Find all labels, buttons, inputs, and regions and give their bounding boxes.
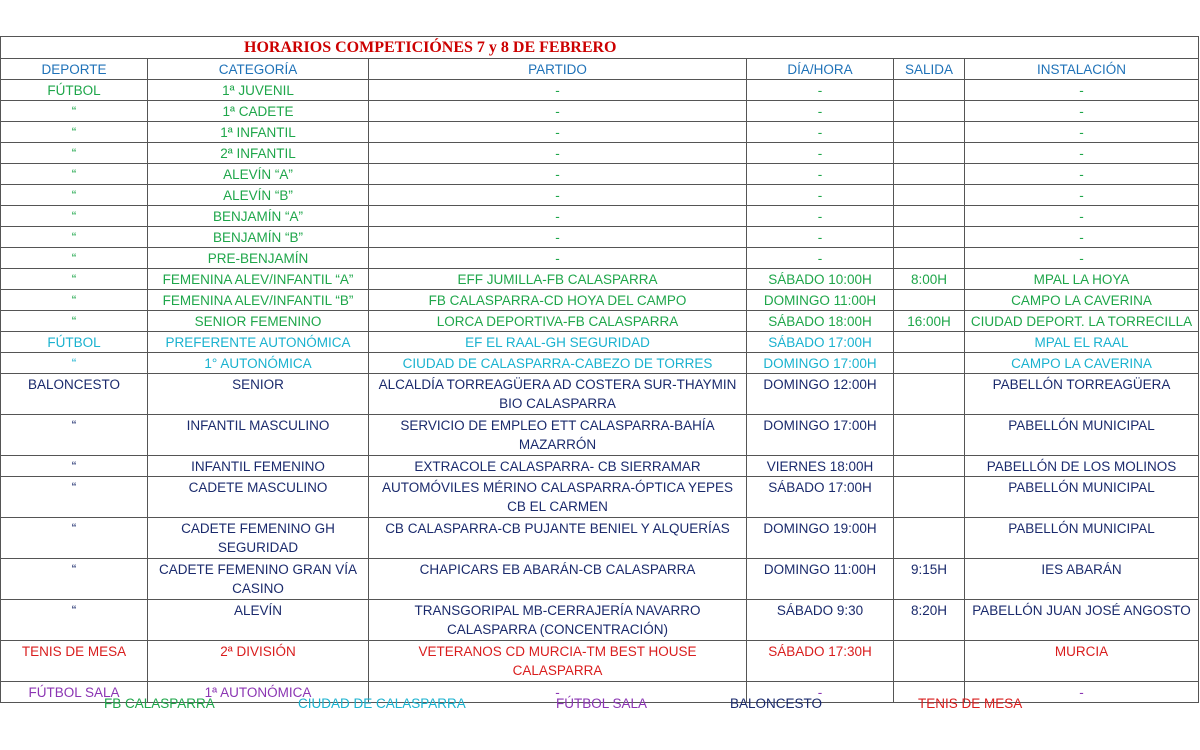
cell-instalacion: - — [965, 227, 1199, 248]
cell-dia-hora: DOMINGO 12:00H — [747, 374, 894, 415]
cell-categoria: ALEVÍN “B” — [148, 185, 369, 206]
table-row — [1, 248, 1199, 269]
header-categoria: CATEGORÍA — [148, 59, 369, 80]
cell-salida — [894, 206, 965, 227]
cell-partido: CB CALASPARRA-CB PUJANTE BENIEL Y ALQUERÍAS — [369, 518, 747, 559]
cell-instalacion: MPAL LA HOYA — [965, 269, 1199, 290]
table-row — [1, 290, 1199, 311]
cell-dia-hora: - — [747, 143, 894, 164]
table-row — [1, 415, 1199, 456]
cell-partido: EFF JUMILLA-FB CALASPARRA — [369, 269, 747, 290]
cell-salida — [894, 248, 965, 269]
legend-baloncesto: BALONCESTO — [730, 696, 823, 711]
cell-categoria: INFANTIL FEMENINO — [148, 456, 369, 477]
table-row — [1, 374, 1199, 415]
cell-instalacion: - — [965, 682, 1199, 703]
cell-categoria: CADETE FEMENINO GH SEGURIDAD — [148, 518, 369, 559]
cell-instalacion: PABELLÓN MUNICIPAL — [965, 518, 1199, 559]
cell-deporte: “ — [1, 248, 148, 269]
cell-partido: AUTOMÓVILES MÉRINO CALASPARRA-ÓPTICA YEPES CB EL CARMEN — [369, 477, 747, 518]
header-salida: SALIDA — [894, 59, 965, 80]
legend-ciudad-de-calasparra: CIUDAD DE CALASPARRA — [298, 696, 466, 711]
header-deporte: DEPORTE — [1, 59, 148, 80]
cell-categoria: ALEVÍN — [148, 600, 369, 641]
cell-salida — [894, 185, 965, 206]
cell-deporte: “ — [1, 353, 148, 374]
cell-instalacion: - — [965, 101, 1199, 122]
cell-deporte: BALONCESTO — [1, 374, 148, 415]
cell-categoria: ALEVÍN “A” — [148, 164, 369, 185]
cell-dia-hora: - — [747, 248, 894, 269]
table-row — [1, 600, 1199, 641]
cell-partido: LORCA DEPORTIVA-FB CALASPARRA — [369, 311, 747, 332]
cell-categoria: 2ª INFANTIL — [148, 143, 369, 164]
cell-partido: CHAPICARS EB ABARÁN-CB CALASPARRA — [369, 559, 747, 600]
cell-instalacion: PABELLÓN JUAN JOSÉ ANGOSTO — [965, 600, 1199, 641]
cell-instalacion: MPAL EL RAAL — [965, 332, 1199, 353]
cell-categoria: PRE-BENJAMÍN — [148, 248, 369, 269]
legend-fb-calasparra: FB CALASPARRA — [104, 696, 215, 711]
cell-partido: CIUDAD DE CALASPARRA-CABEZO DE TORRES — [369, 353, 747, 374]
table-row — [1, 559, 1199, 600]
cell-categoria: FEMENINA ALEV/INFANTIL “B” — [148, 290, 369, 311]
cell-instalacion: PABELLÓN MUNICIPAL — [965, 477, 1199, 518]
cell-partido: - — [369, 248, 747, 269]
cell-deporte: FÚTBOL — [1, 80, 148, 101]
cell-dia-hora: DOMINGO 11:00H — [747, 290, 894, 311]
cell-deporte: FÚTBOL SALA — [1, 682, 148, 703]
table-row — [1, 332, 1199, 353]
cell-salida — [894, 290, 965, 311]
cell-categoria: BENJAMÍN “B” — [148, 227, 369, 248]
cell-instalacion: - — [965, 206, 1199, 227]
cell-deporte: “ — [1, 269, 148, 290]
cell-deporte: “ — [1, 311, 148, 332]
cell-categoria: SENIOR — [148, 374, 369, 415]
cell-partido: EF EL RAAL-GH SEGURIDAD — [369, 332, 747, 353]
cell-categoria: 2ª DIVISIÓN — [148, 641, 369, 682]
cell-deporte: “ — [1, 290, 148, 311]
cell-deporte: “ — [1, 456, 148, 477]
cell-salida — [894, 227, 965, 248]
cell-salida — [894, 415, 965, 456]
cell-dia-hora: - — [747, 122, 894, 143]
cell-salida: 9:15H — [894, 559, 965, 600]
cell-instalacion: PABELLÓN DE LOS MOLINOS — [965, 456, 1199, 477]
cell-salida — [894, 353, 965, 374]
cell-partido: - — [369, 227, 747, 248]
cell-categoria: 1° AUTONÓMICA — [148, 353, 369, 374]
table-row — [1, 185, 1199, 206]
cell-dia-hora: - — [747, 227, 894, 248]
cell-dia-hora: SÁBADO 10:00H — [747, 269, 894, 290]
table-row — [1, 269, 1199, 290]
cell-dia-hora: - — [747, 164, 894, 185]
cell-instalacion: - — [965, 80, 1199, 101]
cell-categoria: CADETE FEMENINO GRAN VÍA CASINO — [148, 559, 369, 600]
cell-salida — [894, 456, 965, 477]
cell-categoria: 1ª JUVENIL — [148, 80, 369, 101]
cell-partido: - — [369, 206, 747, 227]
cell-salida — [894, 143, 965, 164]
table-row — [1, 477, 1199, 518]
cell-deporte: “ — [1, 185, 148, 206]
cell-categoria: INFANTIL MASCULINO — [148, 415, 369, 456]
cell-salida: 8:20H — [894, 600, 965, 641]
table-row — [1, 122, 1199, 143]
cell-deporte: “ — [1, 101, 148, 122]
cell-instalacion: - — [965, 248, 1199, 269]
cell-instalacion: IES ABARÁN — [965, 559, 1199, 600]
cell-instalacion: - — [965, 143, 1199, 164]
cell-salida: 8:00H — [894, 269, 965, 290]
cell-dia-hora: - — [747, 185, 894, 206]
table-row — [1, 518, 1199, 559]
cell-dia-hora: SÁBADO 17:00H — [747, 332, 894, 353]
cell-dia-hora: SÁBADO 17:30H — [747, 641, 894, 682]
cell-categoria: 1ª CADETE — [148, 101, 369, 122]
cell-dia-hora: DOMINGO 11:00H — [747, 559, 894, 600]
cell-partido: TRANSGORIPAL MB-CERRAJERÍA NAVARRO CALASPARRA (CONCENTRACIÓN) — [369, 600, 747, 641]
cell-categoria: CADETE MASCULINO — [148, 477, 369, 518]
cell-dia-hora: - — [747, 682, 894, 703]
cell-salida — [894, 101, 965, 122]
cell-categoria: FEMENINA ALEV/INFANTIL “A” — [148, 269, 369, 290]
cell-salida — [894, 374, 965, 415]
cell-salida — [894, 164, 965, 185]
cell-partido: ALCALDÍA TORREAGÜERA AD COSTERA SUR-THAYMIN BIO CALASPARRA — [369, 374, 747, 415]
table-row — [1, 143, 1199, 164]
cell-instalacion: PABELLÓN MUNICIPAL — [965, 415, 1199, 456]
schedule-table — [0, 36, 1199, 703]
cell-dia-hora: SÁBADO 18:00H — [747, 311, 894, 332]
cell-instalacion: - — [965, 185, 1199, 206]
cell-dia-hora: - — [747, 206, 894, 227]
cell-categoria: SENIOR FEMENINO — [148, 311, 369, 332]
cell-dia-hora: - — [747, 80, 894, 101]
cell-partido: - — [369, 682, 747, 703]
color-legend — [0, 694, 1200, 714]
cell-salida — [894, 518, 965, 559]
table-row — [1, 164, 1199, 185]
cell-partido: FB CALASPARRA-CD HOYA DEL CAMPO — [369, 290, 747, 311]
cell-dia-hora: DOMINGO 17:00H — [747, 415, 894, 456]
table-row — [1, 456, 1199, 477]
cell-dia-hora: SÁBADO 17:00H — [747, 477, 894, 518]
legend-tenis-de-mesa: TENIS DE MESA — [918, 696, 1023, 711]
cell-deporte: “ — [1, 143, 148, 164]
cell-deporte: “ — [1, 206, 148, 227]
cell-dia-hora: - — [747, 101, 894, 122]
cell-categoria: 1ª INFANTIL — [148, 122, 369, 143]
table-row — [1, 227, 1199, 248]
cell-salida — [894, 641, 965, 682]
cell-categoria: 1ª AUTONÓMICA — [148, 682, 369, 703]
cell-partido: - — [369, 185, 747, 206]
cell-deporte: FÚTBOL — [1, 332, 148, 353]
cell-instalacion: CAMPO LA CAVERINA — [965, 290, 1199, 311]
table-row — [1, 101, 1199, 122]
cell-deporte: “ — [1, 122, 148, 143]
table-row — [1, 353, 1199, 374]
cell-salida — [894, 477, 965, 518]
cell-partido: - — [369, 80, 747, 101]
cell-dia-hora: DOMINGO 19:00H — [747, 518, 894, 559]
table-row — [1, 80, 1199, 101]
cell-salida — [894, 122, 965, 143]
header-partido: PARTIDO — [369, 59, 747, 80]
cell-deporte: TENIS DE MESA — [1, 641, 148, 682]
cell-partido: - — [369, 143, 747, 164]
cell-salida — [894, 80, 965, 101]
header-dia-hora: DÍA/HORA — [747, 59, 894, 80]
cell-dia-hora: VIERNES 18:00H — [747, 456, 894, 477]
cell-instalacion: MURCIA — [965, 641, 1199, 682]
cell-instalacion: - — [965, 122, 1199, 143]
cell-partido: VETERANOS CD MURCIA-TM BEST HOUSE CALASPARRA — [369, 641, 747, 682]
cell-deporte: “ — [1, 164, 148, 185]
cell-partido: SERVICIO DE EMPLEO ETT CALASPARRA-BAHÍA MAZARRÓN — [369, 415, 747, 456]
cell-partido: EXTRACOLE CALASPARRA- CB SIERRAMAR — [369, 456, 747, 477]
cell-instalacion: PABELLÓN TORREAGÜERA — [965, 374, 1199, 415]
cell-instalacion: CIUDAD DEPORT. LA TORRECILLA — [965, 311, 1199, 332]
table-row — [1, 206, 1199, 227]
cell-partido: - — [369, 122, 747, 143]
table-row — [1, 311, 1199, 332]
legend-futbol-sala: FÚTBOL SALA — [556, 696, 648, 711]
cell-deporte: “ — [1, 600, 148, 641]
table-row — [1, 641, 1199, 682]
cell-deporte: “ — [1, 477, 148, 518]
cell-partido: - — [369, 164, 747, 185]
table-title: HORARIOS COMPETICIÓNES 7 y 8 DE FEBRERO — [1, 37, 1199, 59]
cell-salida — [894, 332, 965, 353]
cell-deporte: “ — [1, 415, 148, 456]
cell-instalacion: - — [965, 164, 1199, 185]
cell-deporte: “ — [1, 559, 148, 600]
cell-instalacion: CAMPO LA CAVERINA — [965, 353, 1199, 374]
header-instalacion: INSTALACIÓN — [965, 59, 1199, 80]
cell-categoria: BENJAMÍN “A” — [148, 206, 369, 227]
cell-deporte: “ — [1, 227, 148, 248]
cell-partido: - — [369, 101, 747, 122]
cell-deporte: “ — [1, 518, 148, 559]
cell-dia-hora: DOMINGO 17:00H — [747, 353, 894, 374]
cell-categoria: PREFERENTE AUTONÓMICA — [148, 332, 369, 353]
header-row — [1, 59, 1199, 80]
cell-dia-hora: SÁBADO 9:30 — [747, 600, 894, 641]
cell-salida: 16:00H — [894, 311, 965, 332]
